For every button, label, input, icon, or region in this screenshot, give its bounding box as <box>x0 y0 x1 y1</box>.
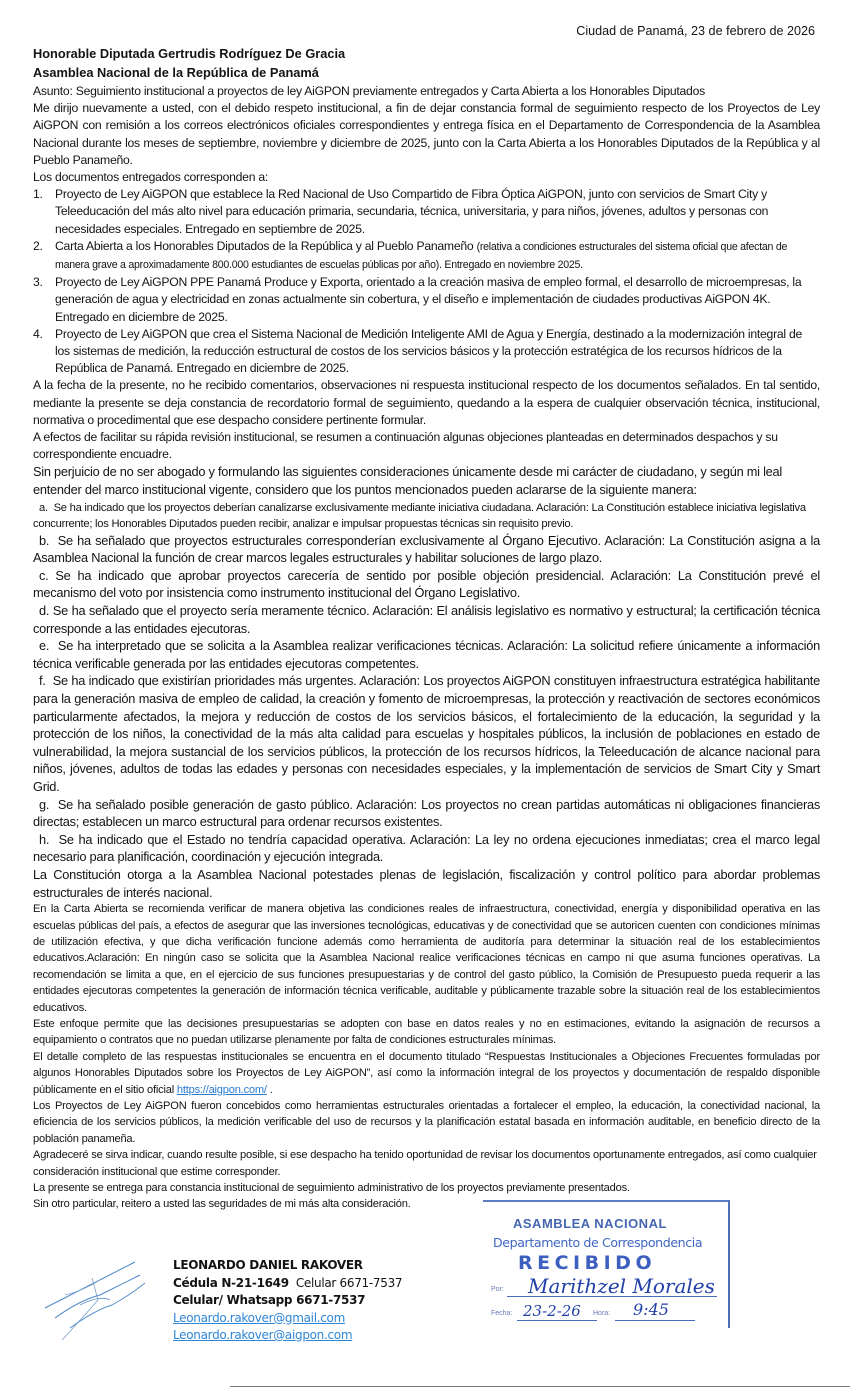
no-response-paragraph: A la fecha de la presente, no he recibido comentarios, observaciones ni respuesta institucional respecto de los documentos señalados. En tal sentido, mediante la presente se deja constancia de recordatorio formal de seguimiento, quedando a la espera de cualquier observación técnica, institucional, normativa o procedimental que ese despacho considere pertinente formular. <box>33 378 820 427</box>
objection-item <box>33 602 820 637</box>
detalle-end: . <box>266 1083 273 1096</box>
signer-email-gmail[interactable]: Leonardo.rakover@gmail.com <box>173 1310 345 1325</box>
document-text: Proyecto de Ley AiGPON que establece la Red Nacional de Uso Compartido de Fibra Óptica AiGPON, junto con servicios de Smart City y Teleeducación del más alto nivel para educación primaria, secundaria, técnica, universitaria, y para niños, jóvenes, adultos y personas con necesidades especiales. Entregado en septiembre de 2025. <box>55 187 769 236</box>
closing-paragraph: Sin otro particular, reitero a usted las seguridades de mi más alta consideración. <box>33 1198 411 1211</box>
document-item <box>33 274 820 326</box>
stamp-time-line <box>615 1320 695 1321</box>
recipient-name: Honorable Diputada Gertrudis Rodríguez De Gracia <box>33 46 346 61</box>
stamp-hora-label: Hora: <box>593 1310 611 1317</box>
objection-item <box>33 637 820 672</box>
objection-letter: b. <box>39 532 50 548</box>
document-text: Proyecto de Ley AiGPON PPE Panamá Produce y Exporta, orientado a la creación masiva de empleo formal, el desarrollo de microempresas, la generación de agua y electricidad en zonas actualmente sin cobertura, y el diseño e implementación de ciudades productivas AiGPON 4K. Entregado en diciembre de 2025. <box>55 275 802 324</box>
document-number: 4. <box>33 326 43 341</box>
objection-text: Se ha indicado que los proyectos deberían canalizarse exclusivamente mediante iniciativa ciudadana. Aclaración: La Constitución establece iniciativa legislativa concurrente; los Honorables Diputados pueden recibir, analizar e impulsar propuestas técnicas sin requisito previo. <box>33 501 806 530</box>
stamp-time: 9:45 <box>633 1300 669 1319</box>
document-item <box>33 186 820 238</box>
signature-block <box>173 1257 402 1345</box>
intro-paragraph: Me dirijo nuevamente a usted, con el debido respeto institucional, a fin de dejar constancia formal de seguimiento respecto de los Proyectos de Ley AiGPON con remisión a los correos electrónicos oficiales correspondientes y entrega física en el Departamento de Correspondencia de la Asamblea Nacional durante los meses de septiembre, noviembre y diciembre de 2025, junto con la Carta Abierta a los Honorables Diputados de la República y al Pueblo Panameño. <box>33 101 820 167</box>
signer-email-aigpon[interactable]: Leonardo.rakover@aigpon.com <box>173 1328 353 1342</box>
objection-item <box>33 500 820 532</box>
objection-text: Se ha señalado posible generación de gasto público. Aclaración: Los proyectos no crean partidas automáticas ni obligaciones financieras directas; establecen un marco estructural para ordenar recursos existentes. <box>33 796 820 830</box>
objection-letter: d. <box>39 603 50 619</box>
objection-letter: c. <box>39 567 49 583</box>
objection-letter: a. <box>39 501 48 514</box>
signer-whatsapp: Celular/ Whatsapp 6671-7537 <box>173 1293 366 1307</box>
document-text: Proyecto de Ley AiGPON que crea el Sistema Nacional de Medición Inteligente AMI de Agua y Energía, destinado a la modernización integral de los sistemas de medición, la reducción estructural de costos de los servicios básicos y la protección estratégica de los recursos hídricos de la República de Panamá. Entregado en diciembre de 2025. <box>55 326 803 376</box>
stamp-date: 23-2-26 <box>523 1302 581 1320</box>
constancia-paragraph: La presente se entrega para constancia institucional de seguimiento administrativo de los proyectos previamente presentados. <box>33 1182 630 1195</box>
recipient-block <box>33 44 345 82</box>
stamp-fecha-label: Fecha: <box>491 1310 513 1317</box>
objection-text: Se ha indicado que el Estado no tendría capacidad operativa. Aclaración: La ley no ordena ejecuciones inmediatas; crea el marco legal necesario para planificación, coordinación y ejecución integrada. <box>33 831 820 865</box>
stamp-por-label: Por: <box>491 1286 504 1293</box>
disclaimer-paragraph: Sin perjuicio de no ser abogado y formulando las siguientes consideraciones únicamente desde mi carácter de ciudadano, y según mi leal entender del marco institucional vigente, considero que los puntos mencionados pueden aclararse de la siguiente manera: <box>33 464 782 498</box>
objection-item <box>33 831 820 866</box>
objection-text: Se ha interpretado que se solicita a la Asamblea realizar verificaciones técnicas. Aclaración: La solicitud refiere únicamente a información técnica verificable generada por las entidades ejecutoras competentes. <box>33 638 820 671</box>
detalle-text: El detalle completo de las respuestas institucionales se encuentra en el documento titulado “Respuestas Institucionales a Objeciones Frecuentes formuladas por algunos Honorables Diputados sobre los Proyectos de Ley AiGPON”, así como la información integral de los proyectos y documentación de respaldo disponible públicamente en el sitio oficial <box>33 1050 820 1096</box>
documents-list <box>33 186 820 377</box>
signer-cedula: Cédula N-21-1649 <box>173 1275 289 1290</box>
summary-intro: A efectos de facilitar su rápida revisión institucional, se resumen a continuación algunas objeciones planteadas en determinados despachos y su correspondiente encuadre. <box>33 430 778 462</box>
objection-item <box>33 532 820 567</box>
documents-intro: Los documentos entregados corresponden a: <box>33 170 269 185</box>
objection-text: Se ha indicado que existirían prioridades más urgentes. Aclaración: Los proyectos AiGPON constituyen infraestructura estratégica habilitante para la generación masiva de empleo de calidad, la creación y fomento de microempresas, la protección y reactivación de sectores económicos particularmente afectados, la mejora y reducción de costos de los servicios básicos, el fortalecimiento de la educación, la seguridad y la protección de los niños, la conectividad de la más alta calidad para escuelas y hospitales públicos, la inclusión de poblaciones en estado de vulnerabilidad, la mejora sustancial de los servicios públicos, la protección de los recursos hídricos, la Teleeducación de alcance nacional para niños, jóvenes, adultos de todas las edades y personas con necesidades especiales, y la implementación de servicios de Smart City y Smart Grid. <box>33 673 820 794</box>
objections-list <box>33 500 820 866</box>
objection-item <box>33 796 820 831</box>
objection-letter: f. <box>39 673 46 689</box>
objection-letter: e. <box>39 638 50 654</box>
document-number: 3. <box>33 275 43 290</box>
subject-line: Asunto: Seguimiento institucional a proyectos de ley AiGPON previamente entregados y Carta Abierta a los Honorables Diputados <box>33 84 705 98</box>
letter-date: Ciudad de Panamá, 23 de febrero de 2026 <box>576 24 815 38</box>
carta-abierta-paragraph: En la Carta Abierta se recomienda verificar de manera objetiva las condiciones reales de infraestructura, conectividad, energía y disponibilidad operativa en las escuelas públicas del país, a efectos de asegurar que las inversiones tecnológicas, educativas y de conectividad que se autoricen cuenten con condiciones mínimas de utilización efectiva, y que dicha verificación funcione además como herramienta de auditoría para determinar la situación real de los establecimientos educativos.Aclaración: En ningún caso se solicita que la Asamblea Nacional realice verificaciones técnicas en campo ni que asuma funciones operativas. La recomendación se limita a que, en el ejercicio de sus funciones presupuestarias y de control del gasto público, la Comisión de Presupuesto pueda requerir a las entidades ejecutoras competentes la generación de información técnica verificable, auditable y públicamente trazable sobre la situación real de los establecimientos educativos. <box>33 903 820 1014</box>
objection-item <box>33 567 820 602</box>
handwritten-signature <box>40 1250 150 1345</box>
stamp-date-line <box>517 1320 597 1321</box>
stamp-department: Departamento de Correspondencia <box>493 1235 703 1250</box>
signer-phone: Celular 6671-7537 <box>295 1275 403 1290</box>
document-item <box>33 326 820 378</box>
constitution-paragraph: La Constitución otorga a la Asamblea Nacional potestades plenas de legislación, fiscalización y control político para abordar problemas estructurales de interés nacional. <box>33 866 820 900</box>
objection-text: Se ha señalado que el proyecto sería meramente técnico. Aclaración: El análisis legislativo es normativo y estructural; la certificación técnica corresponde a las entidades ejecutoras. <box>33 603 820 636</box>
objection-text: Se ha indicado que aprobar proyectos carecería de sentido por posible objeción presidencial. Aclaración: La Constitución prevé el mecanismo del voto por insistencia como instrumento institucional del Órgano Legislativo. <box>33 567 820 601</box>
objection-letter: h. <box>39 831 50 847</box>
stamp-status: RECIBIDO <box>518 1252 657 1274</box>
aigpon-website-link[interactable]: https://aigpon.com/ <box>176 1083 267 1096</box>
recipient-org: Asamblea Nacional de la República de Panamá <box>33 65 319 80</box>
document-note: (relativa a condiciones estructurales del sistema oficial que afectan de manera grave a aproximadamente 800.000 estudiantes de escuelas públicas por año). Entregado en noviembre 2025. <box>55 240 788 272</box>
letter-body <box>33 83 820 1213</box>
enfoque-paragraph: Este enfoque permite que las decisiones presupuestarias se adopten con base en datos reales y no en estimaciones, evitando la asignación de recursos a equipamiento o contratos que no puedan utilizarse plenamente por falta de condiciones estructurales mínimas. <box>33 1017 820 1047</box>
signer-id-line <box>173 1275 402 1293</box>
signer-name: LEONARDO DANIEL RAKOVER <box>173 1258 363 1272</box>
stamp-received-by: Marithzel Morales <box>528 1274 715 1298</box>
document-text: Carta Abierta a los Honorables Diputados de la República y al Pueblo Panameño <box>55 238 474 253</box>
received-stamp <box>483 1200 730 1328</box>
document-number: 2. <box>33 238 43 253</box>
document-number: 1. <box>33 187 43 202</box>
objection-item <box>33 672 820 795</box>
stamp-org: ASAMBLEA NACIONAL <box>513 1216 667 1231</box>
agradecere-paragraph: Agradeceré se sirva indicar, cuando resulte posible, si ese despacho ha tenido oportunidad de revisar los documentos oportunamente entregados, así como cualquier consideración institucional que estime corresponder. <box>33 1149 817 1178</box>
document-item <box>33 238 820 274</box>
concebidos-paragraph: Los Proyectos de Ley AiGPON fueron concebidos como herramientas estructurales orientadas a fortalecer el empleo, la educación, la conectividad nacional, la eficiencia de los servicios públicos, la medición verificable del uso de recursos y la planificación estatal basada en información auditable, en beneficio directo de la población panameña. <box>33 1100 820 1145</box>
page-edge-line <box>230 1386 850 1387</box>
objection-letter: g. <box>39 796 50 812</box>
detalle-paragraph <box>33 1049 820 1098</box>
objection-text: Se ha señalado que proyectos estructurales corresponderían exclusivamente al Órgano Ejecutivo. Aclaración: La Constitución asigna a la Asamblea Nacional la función de crear marcos legales estructurales y habilitar soluciones de largo plazo. <box>33 532 820 566</box>
